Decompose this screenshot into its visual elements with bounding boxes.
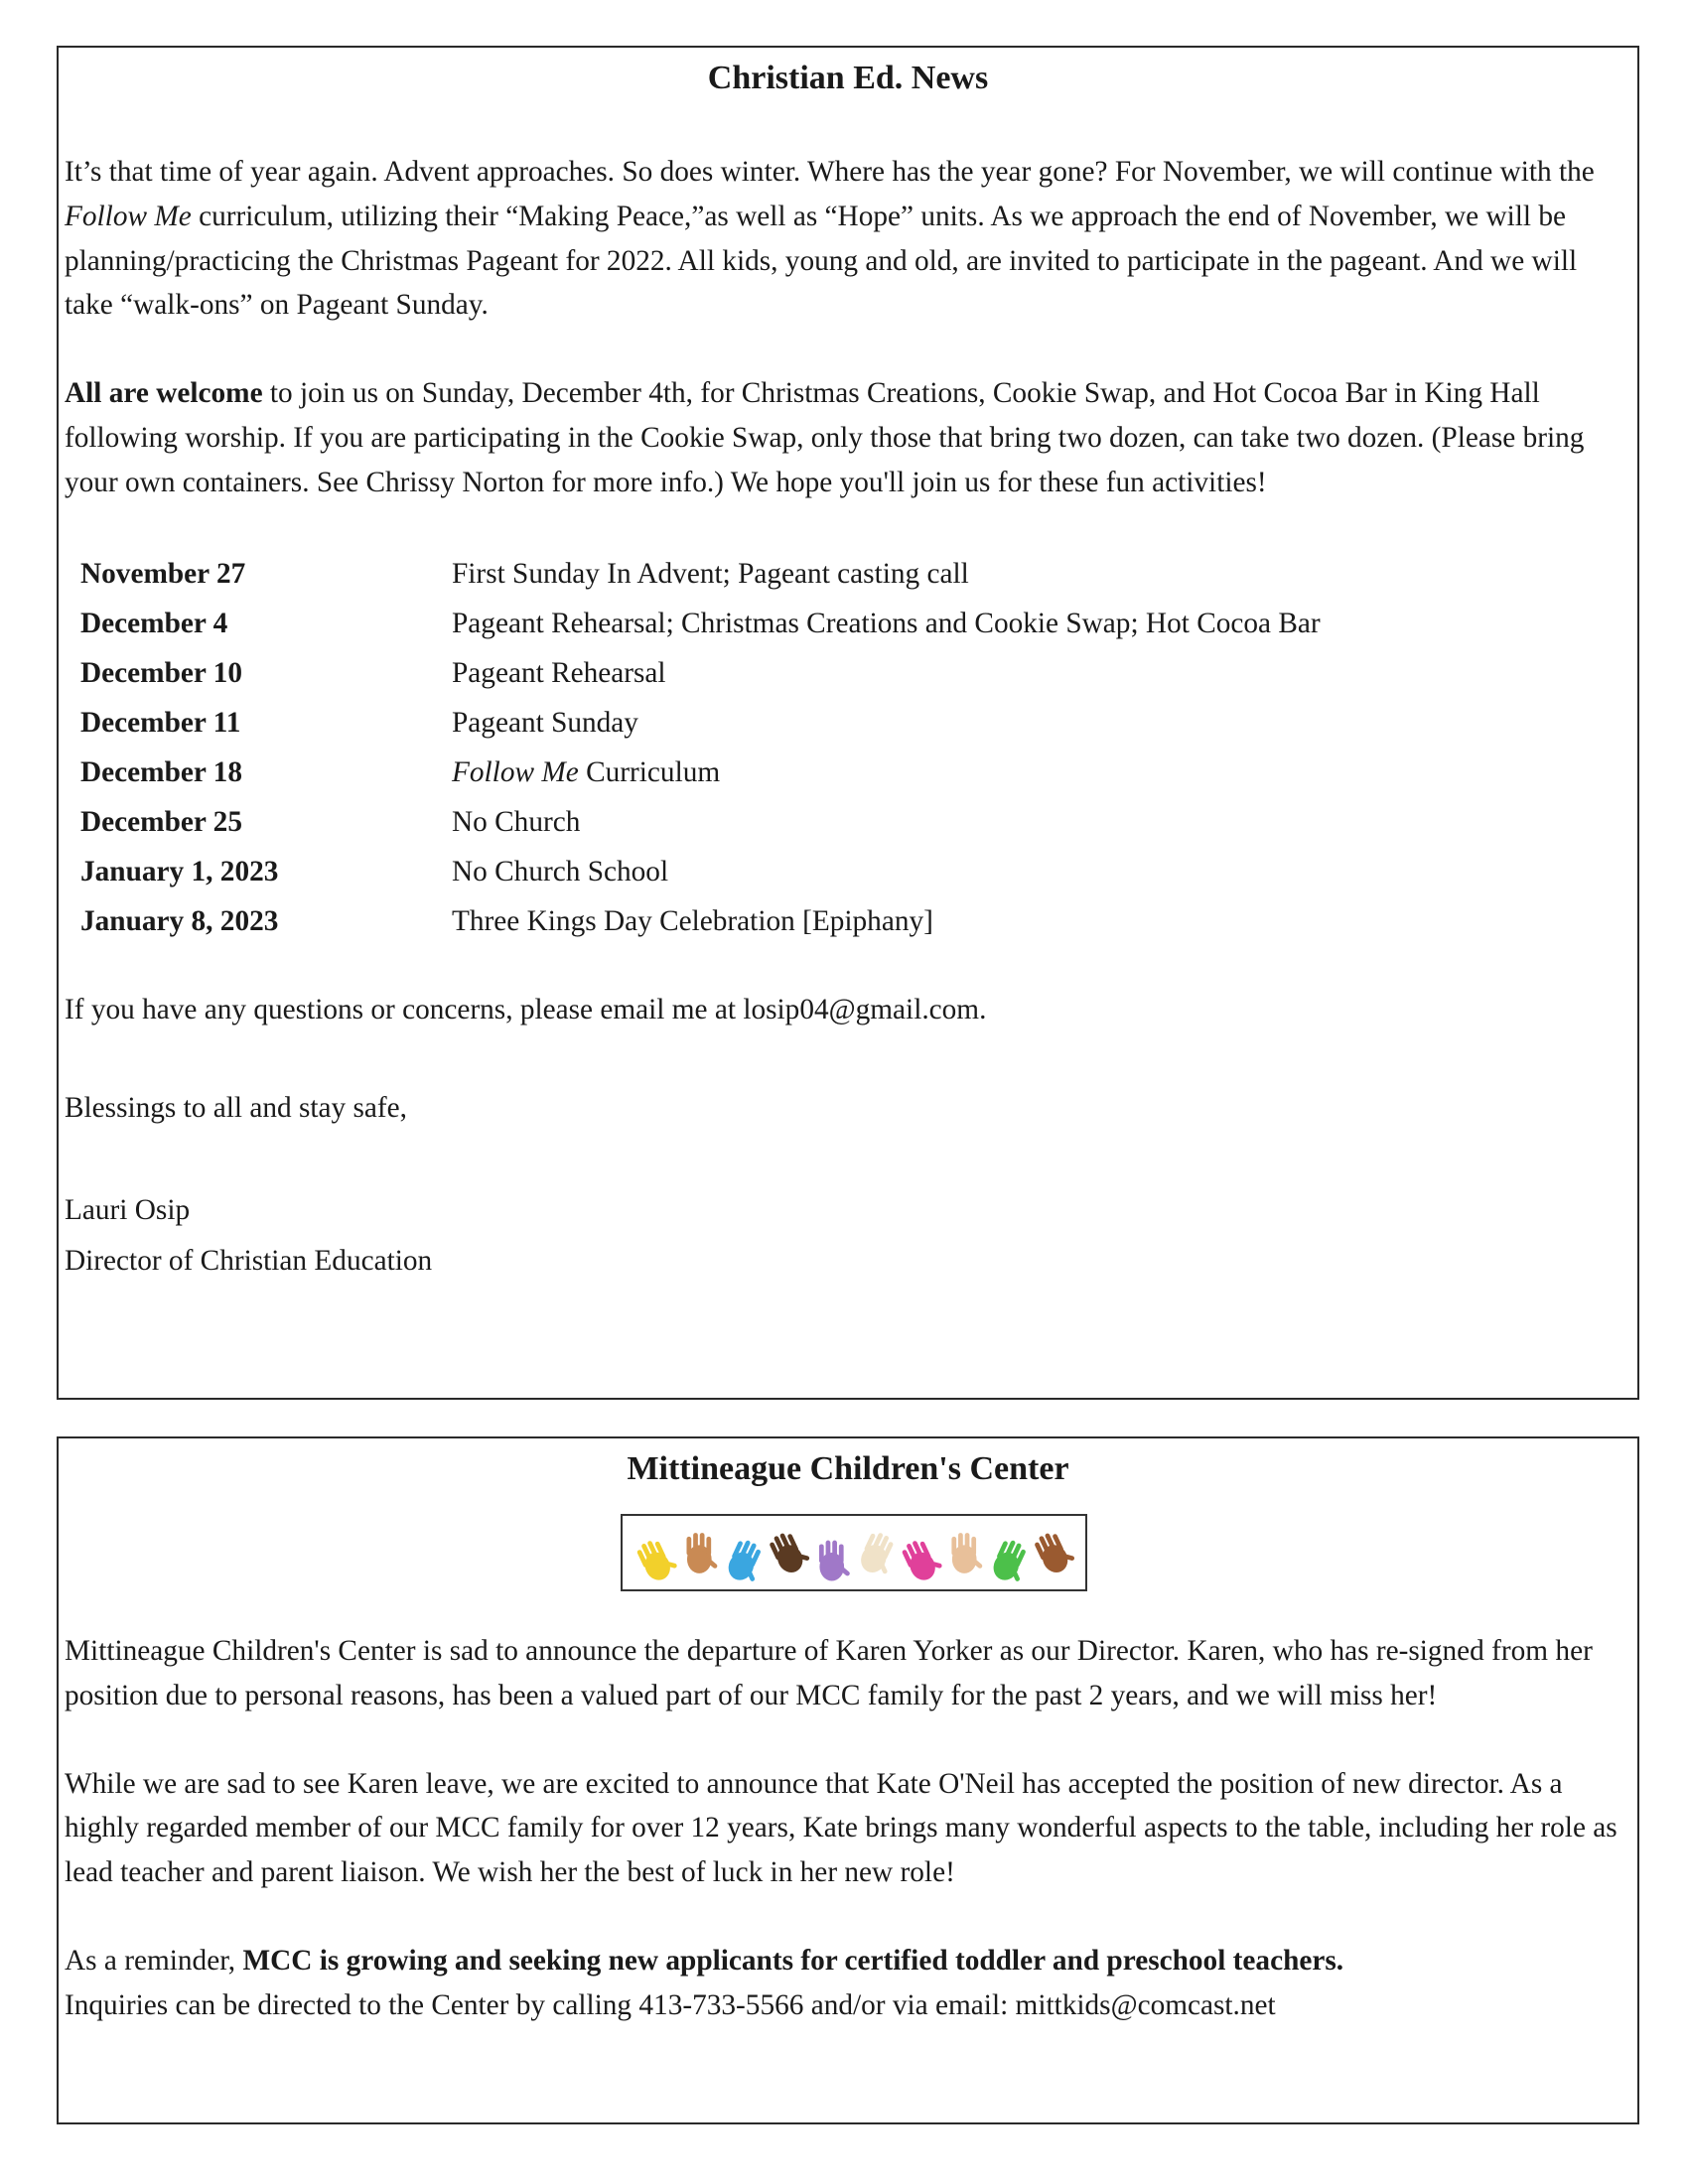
reminder-bold: MCC is growing and seeking new applicants for certified toddler and preschool teachers. [242,1944,1344,1977]
schedule-date: December 4 [80,607,228,639]
schedule-event-italic: Follow Me [452,755,579,788]
handprints-banner-image [621,1514,1087,1591]
reminder-prefix: As a reminder, [65,1944,243,1977]
schedule-row [80,549,1637,599]
schedule-event: Pageant Rehearsal; Christmas Creations and Cookie Swap; Hot Cocoa Bar [452,607,1321,639]
schedule-date: November 27 [80,557,246,590]
signature-name: Lauri Osip [65,1194,191,1227]
schedule-row [80,896,1637,946]
schedule-event: No Church [452,805,581,838]
schedule-date: January 1, 2023 [80,855,279,887]
reminder-contact: Inquiries can be directed to the Center by calling 413-733-5566 and/or via email: mittkids@comcast.net [65,1988,1276,2021]
schedule-row [80,599,1637,648]
christian-ed-title: Christian Ed. News [707,60,989,96]
schedule-list [80,549,1637,946]
schedule-row [80,648,1637,698]
schedule-event: First Sunday In Advent; Pageant casting call [452,557,969,590]
mcc-reminder [59,1939,1637,2028]
schedule-row [80,748,1637,797]
schedule-date: December 11 [80,706,241,739]
schedule-date: December 25 [80,805,242,838]
mcc-new-director-text: While we are sad to see Karen leave, we are excited to announce that Kate O'Neil has accepted the position of new director. As a highly regarded member of our MCC family for over 12 years, Kate brings many wonderful aspects to the table, including her role as lead teacher and parent liaison. We wish her the best of luck in her new role! [65,1767,1618,1889]
schedule-row [80,847,1637,896]
schedule-event: Three Kings Day Celebration [Epiphany] [452,904,933,937]
schedule-event: No Church School [452,855,669,887]
christian-ed-welcome [59,371,1637,504]
christian-ed-intro [59,150,1637,328]
signature-title: Director of Christian Education [65,1245,433,1278]
schedule-row [80,698,1637,748]
schedule-event: Pageant Rehearsal [452,656,666,689]
mcc-departure-text: Mittineague Children's Center is sad to announce the departure of Karen Yorker as our Director. Karen, who has re-signed from her position due to personal reasons, has been a valued part of our MCC family for the past 2 years, and we will miss her! [65,1635,1593,1711]
blessing-text: Blessings to all and stay safe, [65,1092,407,1125]
welcome-bold: All are welcome [65,377,263,410]
questions-text: If you have any questions or concerns, please email me at losip04@gmail.com. [65,993,987,1025]
mcc-title: Mittineague Children's Center [627,1450,1069,1487]
schedule-event-rest: Curriculum [578,755,721,788]
schedule-date: January 8, 2023 [80,904,279,937]
schedule-date: December 18 [80,755,242,788]
follow-me-curriculum-name: Follow Me [65,200,192,232]
schedule-event: Pageant Sunday [452,706,638,739]
schedule-date: December 10 [80,656,242,689]
schedule-row [80,797,1637,847]
mcc-section [57,1436,1639,2124]
welcome-text: to join us on Sunday, December 4th, for Christmas Creations, Cookie Swap, and Hot Cocoa Bar in King Hall following worship. If you are participating in the Cookie Swap, only those that bring two dozen, can take two dozen. (Please bring your own containers. See Chrissy Norton for more info.) We hope you'll join us for these fun activities! [65,377,1585,498]
intro-text-1: It’s that time of year again. Advent approaches. So does winter. Where has the year gone? For November, we will continue with the [65,156,1595,188]
intro-text-2: curriculum, utilizing their “Making Peace,”as well as “Hope” units. As we approach the end of November, we will be planning/practicing the Christmas Pageant for 2022. All kids, young and old, are invited to participate in the pageant. And we will take “walk-ons” on Pageant Sunday. [65,200,1578,322]
signature-block [59,1185,1637,1287]
christian-ed-news-section [57,46,1639,1400]
schedule-event [452,748,720,797]
